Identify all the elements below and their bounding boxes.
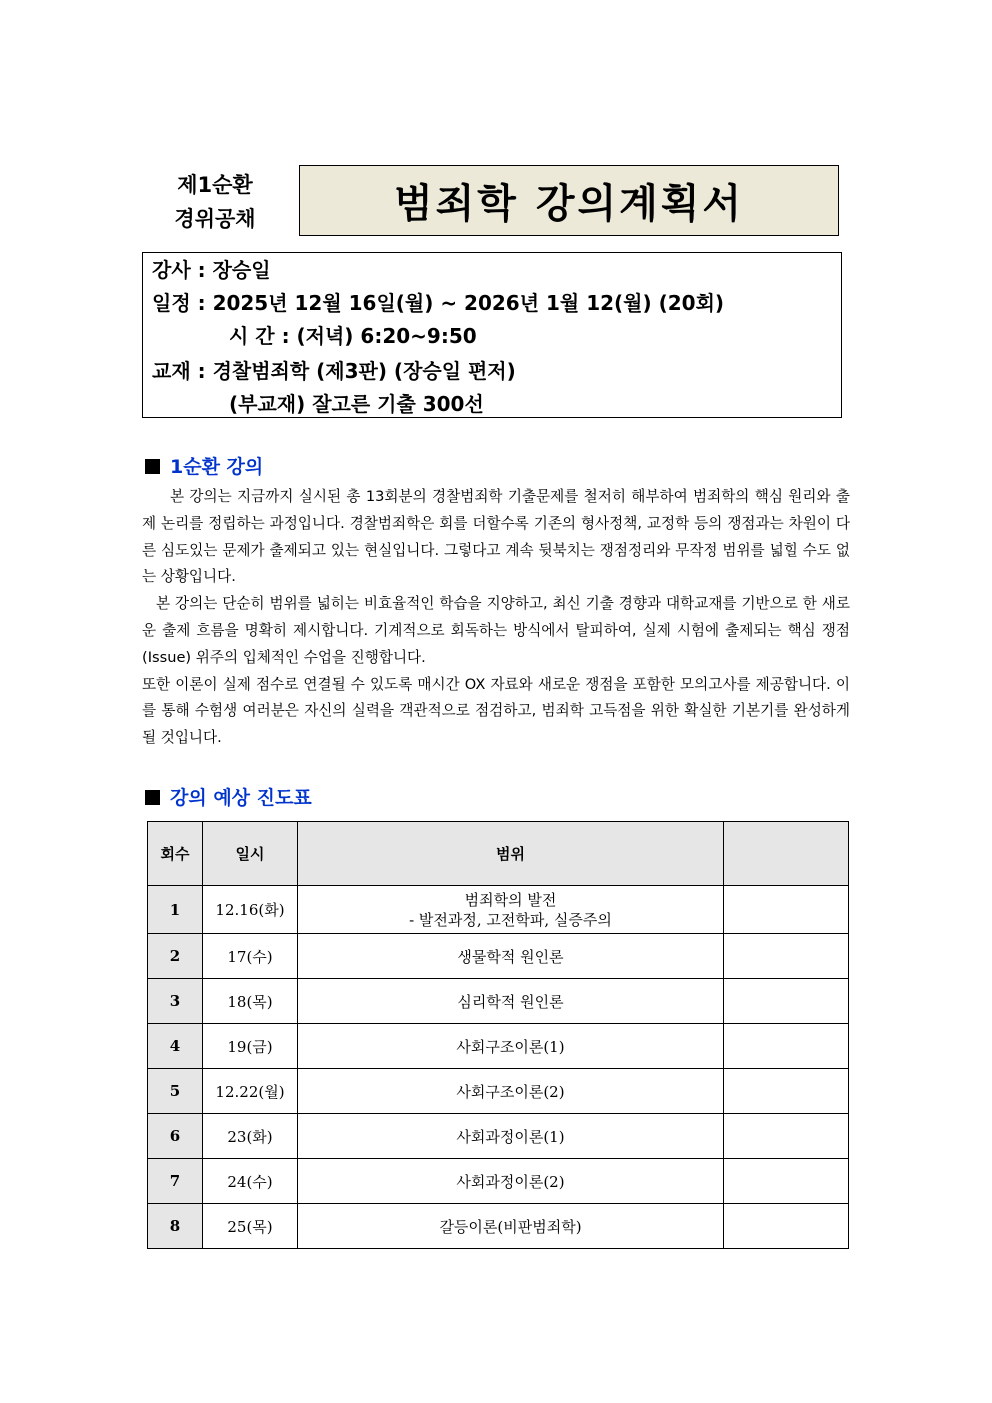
table-header-row xyxy=(148,822,849,886)
section-heading-lecture-text: 1순환 강의 xyxy=(170,456,264,478)
course-label-line1: 제1순환 xyxy=(177,173,253,197)
column-header-topic: 범위 xyxy=(298,822,724,886)
section-heading-schedule xyxy=(145,783,312,810)
session-note xyxy=(724,1159,849,1204)
table-row xyxy=(148,1159,849,1204)
column-header-no: 회수 xyxy=(148,822,203,886)
session-number: 1 xyxy=(148,886,203,934)
table-row xyxy=(148,886,849,934)
session-number: 6 xyxy=(148,1114,203,1159)
lecture-description xyxy=(142,484,850,752)
paragraph: 본 강의는 단순히 범위를 넓히는 비효율적인 학습을 지양하고, 최신 기출 경향과 대학교재를 기반으로 한 새로운 출제 흐름을 명확히 제시합니다. 기계적으로 회독하는 방식에서 탈피하여, 실제 시험에 출제되는 핵심 쟁점(Issue) 위주의 입체적인 수업을 진행합니다. xyxy=(142,595,850,666)
session-note xyxy=(724,934,849,979)
table-row xyxy=(148,1024,849,1069)
session-topic: 사회구조이론(1) xyxy=(298,1024,724,1069)
session-topic-main: 범죄학의 발전 xyxy=(464,890,557,909)
session-date: 12.16(화) xyxy=(203,886,298,934)
session-date: 24(수) xyxy=(203,1159,298,1204)
schedule-line: 일정 : 2025년 12월 16일(월) ~ 2026년 1월 12(월) (20회) xyxy=(152,291,725,315)
schedule-table xyxy=(147,821,849,1249)
square-bullet-icon xyxy=(145,459,160,474)
session-note xyxy=(724,1204,849,1249)
session-note xyxy=(724,1114,849,1159)
session-number: 8 xyxy=(148,1204,203,1249)
session-number: 7 xyxy=(148,1159,203,1204)
session-note xyxy=(724,979,849,1024)
session-date: 17(수) xyxy=(203,934,298,979)
paragraph: 또한 이론이 실제 점수로 연결될 수 있도록 매시간 OX 자료와 새로운 쟁점을 포함한 모의고사를 제공합니다. 이를 통해 수험생 여러분은 자신의 실력을 객관적으로 점검하고, 범죄학 고득점을 위한 확실한 기본기를 완성하게 될 것입니다. xyxy=(142,675,850,747)
time-line: 시 간 : (저녁) 6:20~9:50 xyxy=(229,324,477,348)
sub-textbook-line: (부교재) 잘고른 기출 300선 xyxy=(229,392,484,416)
textbook-line: 교재 : 경찰범죄학 (제3판) (장승일 편저) xyxy=(152,359,516,383)
session-note xyxy=(724,886,849,934)
session-date: 12.22(월) xyxy=(203,1069,298,1114)
session-topic-sub: - 발전과정, 고전학파, 실증주의 xyxy=(409,910,612,929)
document-title: 범죄학 강의계획서 xyxy=(299,165,839,236)
section-heading-lecture xyxy=(145,452,263,479)
column-header-date: 일시 xyxy=(203,822,298,886)
session-date: 18(목) xyxy=(203,979,298,1024)
session-topic: 사회과정이론(2) xyxy=(298,1159,724,1204)
session-date: 23(화) xyxy=(203,1114,298,1159)
table-row xyxy=(148,979,849,1024)
table-row xyxy=(148,934,849,979)
column-header-note xyxy=(724,822,849,886)
session-date: 25(목) xyxy=(203,1204,298,1249)
square-bullet-icon xyxy=(145,790,160,805)
session-number: 3 xyxy=(148,979,203,1024)
session-topic: 갈등이론(비판범죄학) xyxy=(298,1204,724,1249)
session-note xyxy=(724,1024,849,1069)
session-topic: 생물학적 원인론 xyxy=(298,934,724,979)
session-number: 5 xyxy=(148,1069,203,1114)
session-number: 4 xyxy=(148,1024,203,1069)
table-row xyxy=(148,1114,849,1159)
section-heading-schedule-text: 강의 예상 진도표 xyxy=(170,787,312,809)
session-topic: 심리학적 원인론 xyxy=(298,979,724,1024)
table-row xyxy=(148,1069,849,1114)
instructor-line: 강사 : 장승일 xyxy=(152,258,271,282)
session-topic xyxy=(298,886,724,934)
table-row xyxy=(148,1204,849,1249)
course-label-line2: 경위공채 xyxy=(174,207,256,231)
session-topic: 사회구조이론(2) xyxy=(298,1069,724,1114)
paragraph: 본 강의는 지금까지 실시된 총 13회분의 경찰범죄학 기출문제를 철저히 해부하여 범죄학의 핵심 원리와 출제 논리를 정립하는 과정입니다. 경찰범죄학은 회를 더할수록 기존의 형사정책, 교정학 등의 쟁점과는 차원이 다른 심도있는 문제가 출제되고 있는 현실입니다. 그렇다고 계속 뒷북치는 쟁점정리와 무작정 범위를 넓힐 수도 없는 상황입니다. xyxy=(142,488,850,586)
course-info-box xyxy=(142,252,842,418)
course-label xyxy=(150,168,280,236)
session-topic: 사회과정이론(1) xyxy=(298,1114,724,1159)
session-note xyxy=(724,1069,849,1114)
session-number: 2 xyxy=(148,934,203,979)
session-date: 19(금) xyxy=(203,1024,298,1069)
